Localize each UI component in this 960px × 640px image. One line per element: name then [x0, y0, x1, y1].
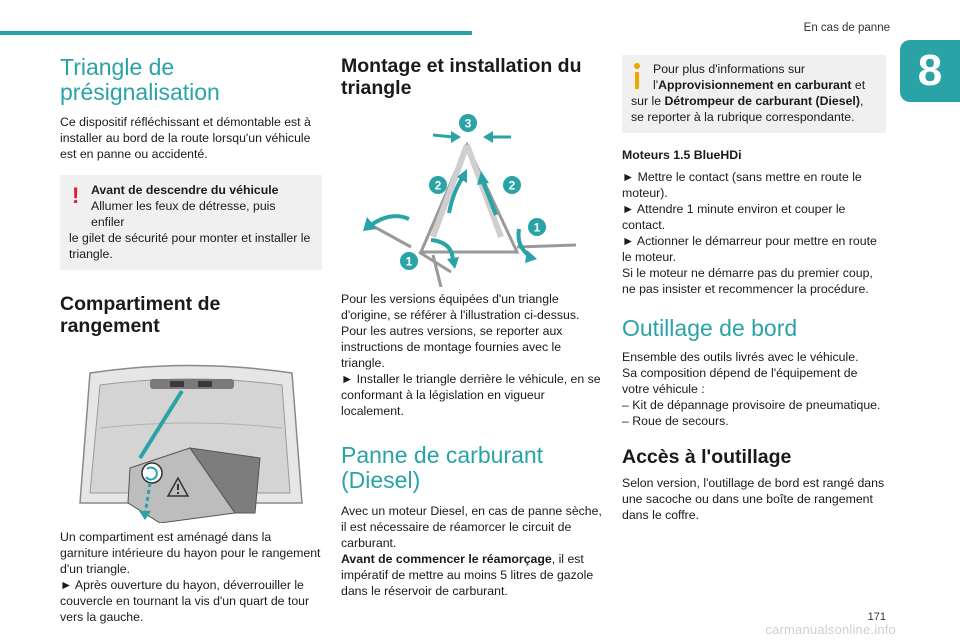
page-number: 171 — [867, 611, 886, 623]
triangle-assembly-illustration — [341, 107, 604, 287]
tools-p2: Sa composition dépend de l'équipement de votre véhicule : — [622, 366, 858, 396]
step-badge-3 — [459, 114, 477, 132]
info-line-2 — [653, 77, 876, 93]
info-text: , se reporter à la rubrique correspondante. — [631, 94, 864, 124]
tailgate-illustration — [60, 353, 322, 523]
warning-line: Allumer les feux de détresse, puis enfiler — [91, 199, 276, 229]
info-bold: Détrompeur de carburant (Diesel) — [664, 94, 860, 108]
info-line-3 — [631, 93, 876, 125]
svg-text:2: 2 — [434, 178, 442, 193]
warning-title: Avant de descendre du véhicule — [91, 183, 279, 197]
assembly-p1: Pour les versions équipées d'un triangle d'origine, se référer à l'illustration ci-dessus. — [341, 292, 580, 322]
engine-title: Moteurs 1.5 BlueHDi — [622, 148, 742, 162]
step-badge-2 — [429, 176, 447, 194]
heading-storage: Compartiment de rangement — [60, 293, 221, 337]
heading-triangle — [60, 55, 322, 105]
heading-line: Panne de carburant — [341, 442, 544, 468]
heading-line: Triangle de — [60, 54, 175, 80]
tools-item-1: – Kit de dépannage provisoire de pneumatique. — [622, 398, 881, 412]
chapter-tab: 8 — [900, 40, 960, 102]
info-bold: Approvisionnement en carburant — [658, 78, 852, 92]
engine-step-3: ► Actionner le démarreur pour mettre en route le moteur. — [622, 234, 877, 264]
heading-assembly — [341, 55, 604, 99]
heading-tools-access: Accès à l'outillage — [622, 446, 792, 468]
heading-line: triangle — [341, 77, 412, 99]
storage-desc: Un compartiment est aménagé dans la garniture intérieure du hayon pour le rangement d'un triangle. — [60, 530, 321, 576]
heading-line: présignalisation — [60, 79, 220, 105]
fuel-p2-bold: Avant de commencer le réamorçage — [341, 552, 552, 566]
svg-text:1: 1 — [533, 220, 541, 235]
column-2 — [341, 55, 604, 599]
section-title: En cas de panne — [803, 22, 890, 34]
info-line-1: Pour plus d'informations sur — [653, 62, 806, 76]
svg-text:2: 2 — [508, 178, 516, 193]
storage-step: ► Après ouverture du hayon, déverrouiller le couvercle en tournant la vis d'un quart de tour vers la gauche. — [60, 578, 310, 624]
step-badge-1 — [400, 252, 418, 270]
step-badge-1 — [528, 218, 546, 236]
column-3 — [622, 55, 886, 523]
heading-tools: Outillage de bord — [622, 315, 798, 341]
intro-text: Ce dispositif réfléchissant et démontable est à installer au bord de la route lorsqu'un véhicule est en panne ou accidenté. — [60, 115, 311, 161]
tools-item-2: – Roue de secours. — [622, 414, 729, 428]
step-badge-2 — [503, 176, 521, 194]
assembly-p2: Pour les autres versions, se reporter aux instructions de montage fournies avec le triangle. — [341, 324, 563, 370]
info-text: sur le — [631, 94, 665, 108]
watermark: carmanualsonline.info — [765, 622, 896, 637]
tools-access-text: Selon version, l'outillage de bord est rangé dans une sacoche ou dans une boîte de rangement dans le coffre. — [622, 476, 885, 522]
heading-line: Montage et installation du — [341, 55, 582, 77]
info-box — [622, 55, 886, 133]
svg-text:3: 3 — [464, 116, 472, 131]
top-accent-bar — [0, 31, 472, 35]
fuel-p2-rest: , il est impératif de mettre au moins 5 litres de gazole dans le réservoir de carburant. — [341, 552, 594, 598]
tools-p1: Ensemble des outils livrés avec le véhicule. — [622, 350, 859, 364]
fuel-p1: Avec un moteur Diesel, en cas de panne sèche, il est nécessaire de réamorcer le circuit de carburant. — [341, 504, 602, 550]
engine-step-1: ► Mettre le contact (sans mettre en route le moteur). — [622, 170, 862, 200]
info-text: et — [851, 78, 866, 92]
column-1 — [60, 55, 322, 625]
info-text: l' — [653, 78, 659, 92]
warning-rest: le gilet de sécurité pour monter et installer le triangle. — [69, 231, 311, 261]
engine-note: Si le moteur ne démarre pas du premier coup, ne pas insister et recommencer la procédure. — [622, 266, 873, 296]
engine-step-2: ► Attendre 1 minute environ et couper le contact. — [622, 202, 846, 232]
svg-text:1: 1 — [405, 254, 413, 269]
assembly-p3: ► Installer le triangle derrière le véhicule, en se conformant à la législation en vigueur localement. — [341, 372, 601, 418]
heading-fuel — [341, 443, 604, 493]
fuel-p2 — [341, 551, 604, 599]
heading-line: (Diesel) — [341, 467, 421, 493]
info-icon — [634, 63, 640, 89]
warning-icon: ! — [72, 183, 80, 208]
warning-box — [60, 175, 322, 270]
